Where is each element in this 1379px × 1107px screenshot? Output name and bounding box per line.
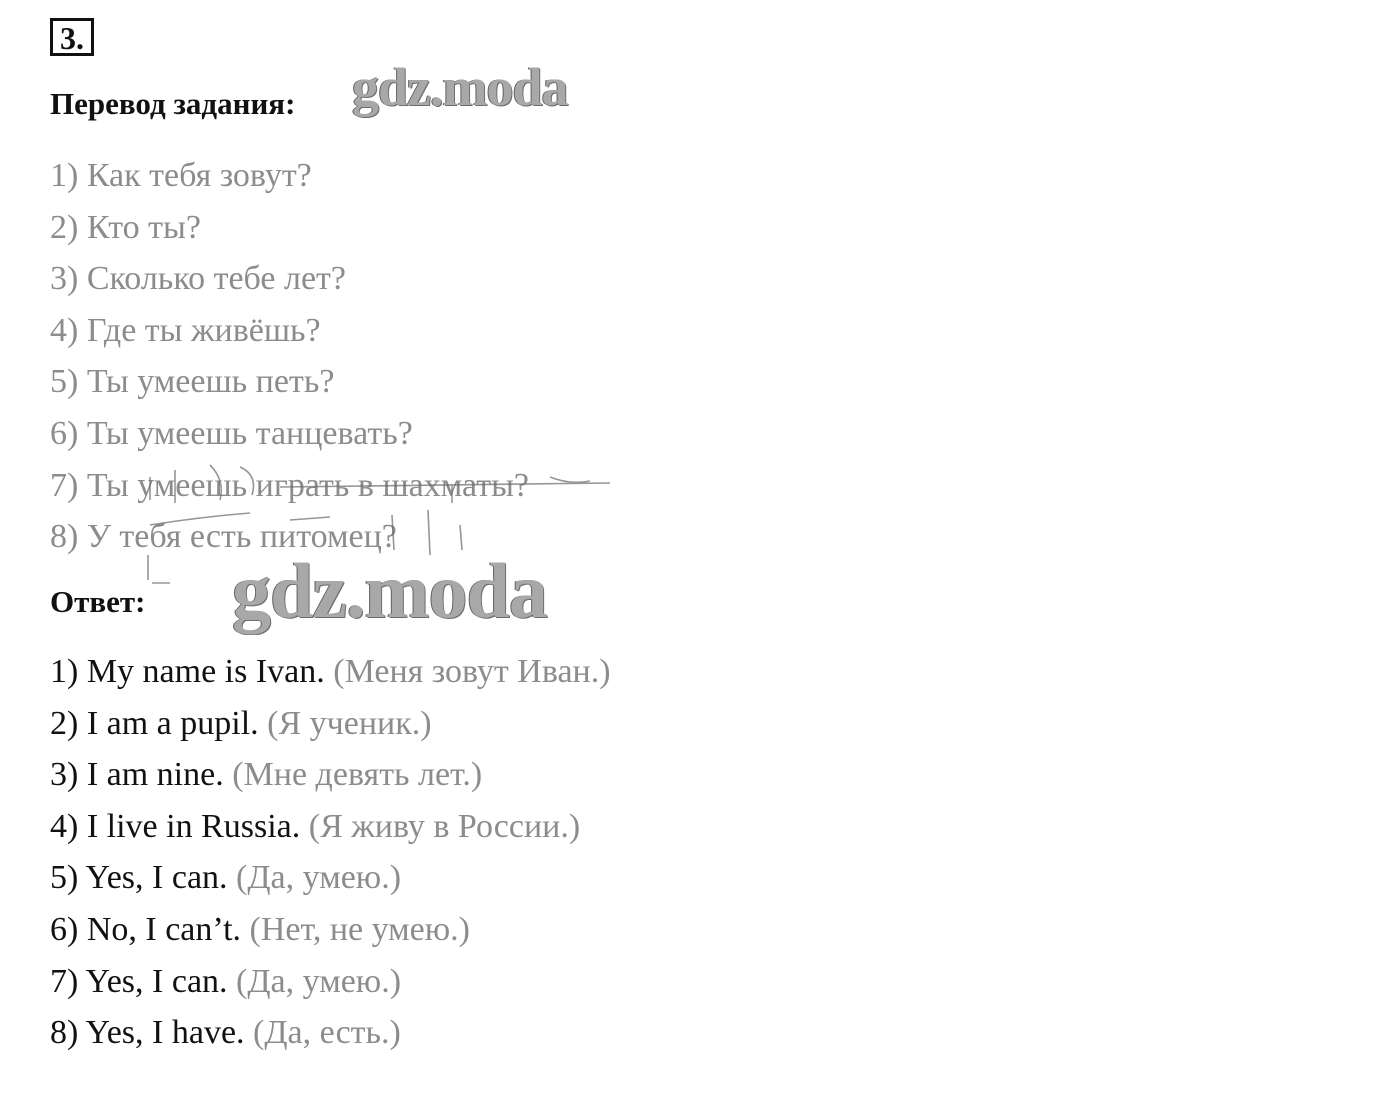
- answer-english: 2) I am a pupil.: [50, 704, 259, 742]
- answer-item: [50, 646, 611, 698]
- translation-item: 7) Ты умеешь играть в шахматы?: [50, 466, 530, 504]
- answer-item: [50, 749, 611, 801]
- translation-item: 6) Ты умеешь танцевать?: [50, 414, 413, 452]
- answer-item: [50, 698, 611, 750]
- translation-item: 3) Сколько тебе лет?: [50, 260, 347, 298]
- answer-item: [50, 904, 611, 956]
- answer-english: 1) My name is Ivan.: [50, 653, 325, 690]
- answer-heading: Ответ:: [50, 584, 146, 619]
- answer-russian: (Да, умею.): [236, 859, 402, 897]
- translation-list: [50, 150, 529, 563]
- answer-english: 4) I live in Russia.: [50, 807, 301, 845]
- translation-item: 2) Кто ты?: [50, 208, 201, 246]
- translation-item: 8) У тебя есть питомец?: [50, 518, 397, 556]
- task-number-box: 3.: [50, 18, 94, 56]
- answer-russian: (Да, есть.): [253, 1014, 401, 1052]
- watermark-logo-top: gdz.moda: [352, 57, 568, 117]
- answer-item: [50, 956, 611, 1008]
- answer-russian: (Да, умею.): [236, 962, 402, 1000]
- answer-list: [50, 646, 611, 1059]
- answer-english: 6) No, I can’t.: [50, 910, 242, 948]
- translation-heading: Перевод задания:: [50, 86, 296, 121]
- answer-russian: (Нет, не умею.): [249, 910, 470, 948]
- answer-russian: (Меня зовут Иван.): [333, 653, 611, 690]
- translation-item: 5) Ты умеешь петь?: [50, 363, 335, 401]
- answer-russian: (Я ученик.): [267, 704, 432, 742]
- answer-english: 8) Yes, I have.: [50, 1014, 245, 1052]
- answer-item: [50, 1007, 611, 1059]
- answer-item: [50, 852, 611, 904]
- watermark-logo-middle: gdz.moda: [232, 547, 547, 634]
- answer-russian: (Мне девять лет.): [232, 756, 483, 794]
- answer-english: 7) Yes, I can.: [50, 962, 228, 1000]
- translation-item: 4) Где ты живёшь?: [50, 311, 321, 349]
- answer-english: 3) I am nine.: [50, 756, 224, 794]
- answer-russian: (Я живу в России.): [308, 807, 581, 845]
- translation-item: 1) Как тебя зовут?: [50, 157, 312, 194]
- answer-english: 5) Yes, I can.: [50, 859, 228, 897]
- answer-item: [50, 801, 611, 853]
